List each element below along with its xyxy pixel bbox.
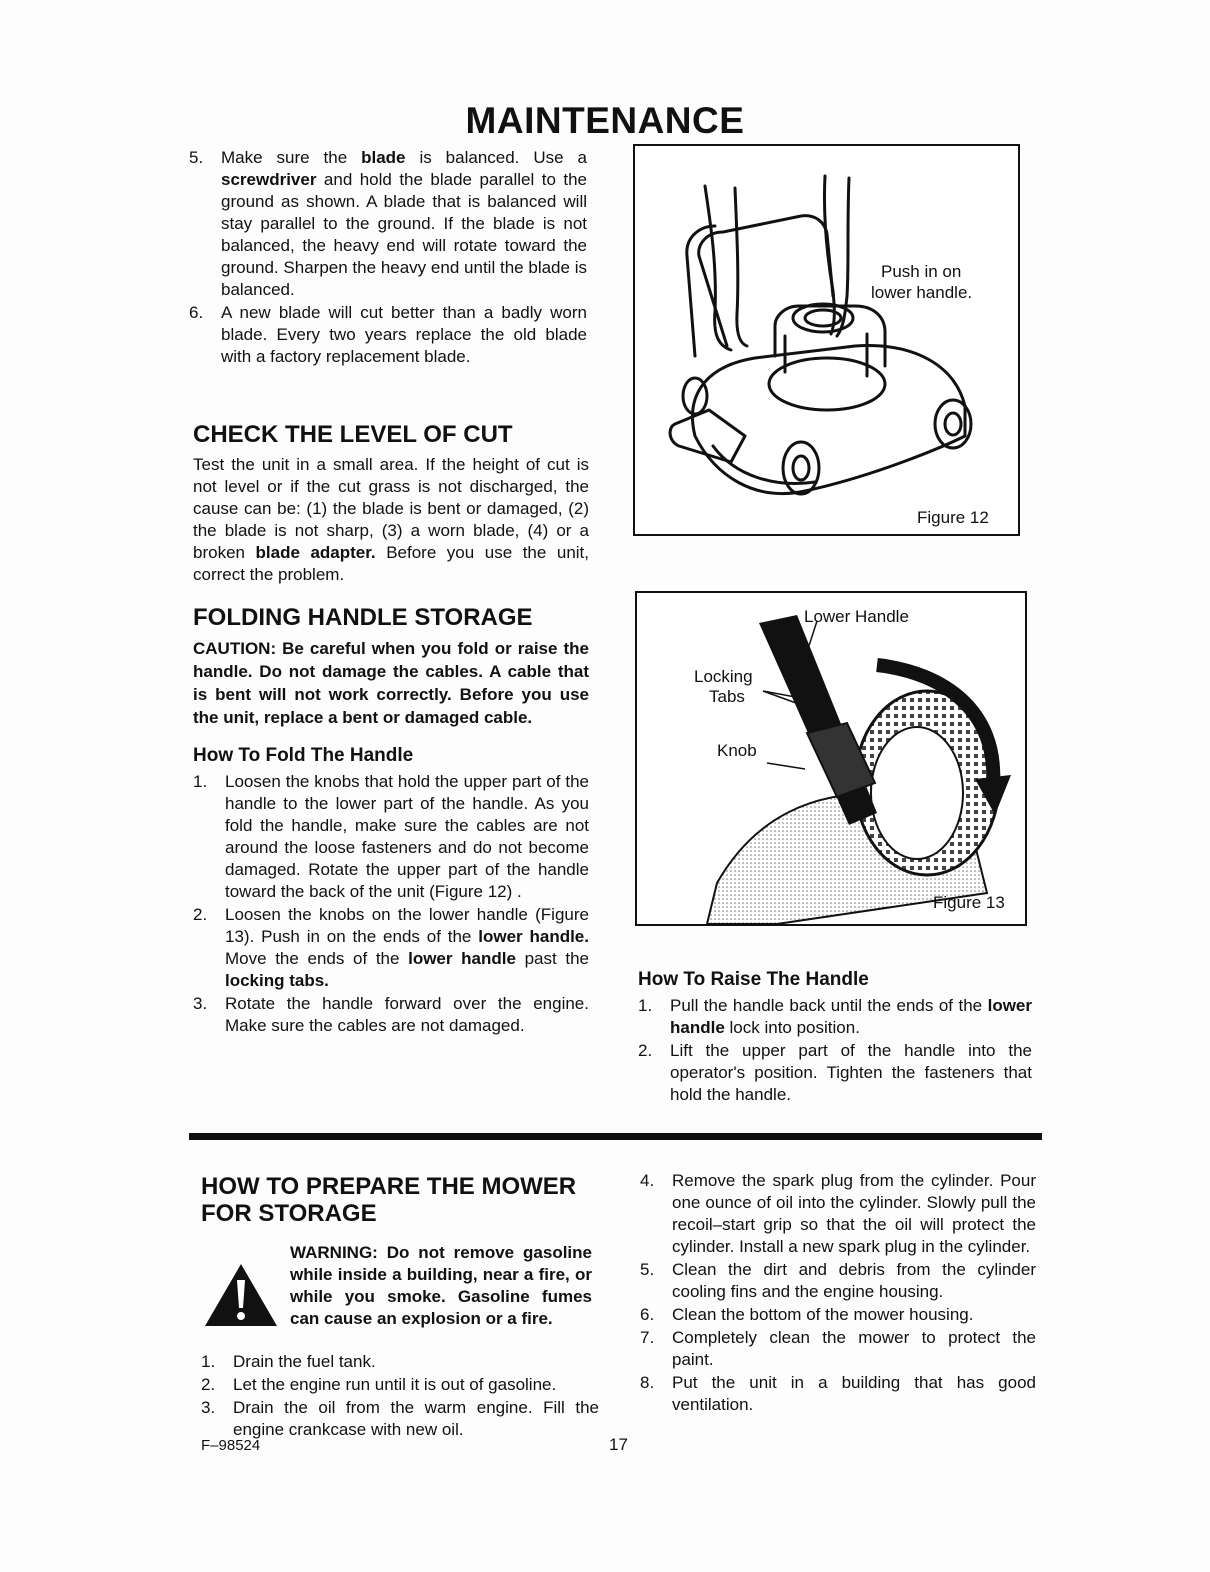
text-run: A new blade will cut better than a badly worn blade. Every two years replace the old blade with a factory replacement blade. — [221, 303, 587, 366]
push-label-line2: lower handle. — [871, 283, 973, 302]
text-run: Lift the upper part of the handle into the operator's position. Tighten the fasteners that hold the handle. — [670, 1041, 1032, 1104]
text-run: Remove the spark plug from the cylinder. Pour one ounce of oil into the cylinder. Slowly pull the recoil–start grip so that the oil will protect the cylinder. Install a new spark plug in the cylinder. — [672, 1171, 1036, 1256]
figure-13-caption: Figure 13 — [933, 893, 1005, 912]
item-text — [225, 994, 589, 1035]
item-text — [672, 1373, 1036, 1414]
text-run: Drain the oil from the warm engine. Fill the engine crankcase with new oil. — [233, 1398, 599, 1439]
item-text — [672, 1328, 1036, 1369]
storage-steps-right-list — [640, 1170, 1036, 1416]
item-text — [670, 996, 1032, 1037]
figure-13 — [635, 591, 1027, 926]
item-number: 2. — [638, 1041, 653, 1060]
item-text — [233, 1352, 376, 1371]
level-cut-text — [193, 454, 589, 586]
warning-text: WARNING: Do not remove gasoline while inside a building, near a fire, or while you smoke. Gasoline fumes can cause an explosion or a fire. — [290, 1243, 592, 1328]
fold-heading: How To Fold The Handle — [193, 745, 414, 766]
locking-label-line1: Locking — [694, 667, 753, 686]
list-item — [201, 1374, 599, 1396]
item-number: 8. — [640, 1373, 655, 1392]
warning-triangle-icon — [203, 1262, 279, 1328]
storage-section — [201, 1173, 599, 1227]
text-run: and hold the blade parallel to the ground as shown. A blade that is balanced will stay parallel to the ground. If the blade is not balanced, the heavy end will rotate toward the ground. Sharpen the heavy end until the blade is balanced. — [221, 170, 587, 299]
list-item — [193, 993, 589, 1037]
item-number: 4. — [640, 1171, 655, 1190]
level-cut-heading: CHECK THE LEVEL OF CUT — [193, 421, 513, 448]
item-number: 7. — [640, 1328, 655, 1347]
list-item — [640, 1372, 1036, 1416]
list-item — [638, 995, 1032, 1039]
item-number: 1. — [193, 772, 208, 791]
page-number: 17 — [609, 1435, 628, 1454]
text-run: Completely clean the mower to protect the paint. — [672, 1328, 1036, 1369]
mower-illustration — [635, 146, 1018, 534]
bold-term: screwdriver — [221, 170, 317, 189]
push-label-line1: Push in on — [881, 262, 962, 281]
list-item — [640, 1170, 1036, 1258]
bold-term: lower handle — [408, 949, 516, 968]
folding-heading: FOLDING HANDLE STORAGE — [193, 604, 533, 631]
text-run: Loosen the knobs that hold the upper part of the handle to the lower part of the handle. As you fold the handle, make sure the cables are not around the loose fasteners and do not become damaged. Rotate the upper part of the handle toward the back of the unit (Figure 12) . — [225, 772, 589, 901]
locking-label-line2: Tabs — [709, 687, 745, 706]
item-text — [221, 148, 587, 299]
list-item — [193, 904, 589, 992]
item-number: 5. — [640, 1260, 655, 1279]
list-item — [640, 1259, 1036, 1303]
caution-text: CAUTION: Be careful when you fold or raise the handle. Do not damage the cables. A cable that is bent will not work correctly. Before you use the unit, replace a bent or damaged cable. — [193, 639, 589, 727]
item-text — [225, 905, 589, 990]
figure-12-caption: Figure 12 — [917, 508, 989, 527]
item-text — [225, 772, 589, 901]
lower-handle-label: Lower Handle — [804, 607, 909, 626]
list-item — [193, 771, 589, 903]
section-divider — [189, 1133, 1042, 1140]
item-number: 6. — [640, 1305, 655, 1324]
bold-term: lower handle — [670, 996, 1032, 1037]
item-text — [233, 1375, 556, 1394]
text-run: lock into position. — [724, 1018, 860, 1037]
raise-heading: How To Raise The Handle — [638, 969, 869, 990]
list-item — [189, 147, 587, 301]
raise-steps-list — [638, 995, 1032, 1106]
bold-term: blade adapter. — [255, 543, 376, 562]
list-item — [638, 1040, 1032, 1106]
list-item — [201, 1351, 599, 1373]
text-run: Clean the bottom of the mower housing. — [672, 1305, 974, 1324]
list-item — [189, 302, 587, 368]
list-item — [201, 1397, 599, 1441]
item-number: 2. — [193, 905, 208, 924]
text-run: Clean the dirt and debris from the cylinder cooling fins and the engine housing. — [672, 1260, 1036, 1301]
text-run: Drain the fuel tank. — [233, 1352, 376, 1371]
text-run: Let the engine run until it is out of gasoline. — [233, 1375, 557, 1394]
document-code: F–98524 — [201, 1437, 261, 1454]
raise-section — [638, 969, 1032, 1106]
text-run: Rotate the handle forward over the engine. Make sure the cables are not damaged. — [225, 994, 589, 1035]
text-run: Before you use the unit, correct the problem. — [193, 543, 589, 584]
item-number: 1. — [201, 1352, 216, 1371]
text-run: Move the ends of the — [225, 949, 409, 968]
item-text — [672, 1260, 1036, 1301]
text-run: Test the unit in a small area. If the height of cut is not level or if the cut grass is not discharged, the cause can be: (1) the blade is bent or damaged, (2) the blade is not sharp, (3) a worn blade, (4) or a broken — [193, 455, 589, 562]
text-run: Loosen the knobs on the lower handle (Figure 13). Push in on the ends of the — [225, 905, 589, 946]
storage-steps-right — [640, 1170, 1036, 1416]
text-run: Make sure the — [221, 148, 362, 167]
item-text — [672, 1305, 973, 1324]
item-text — [672, 1171, 1036, 1256]
item-number: 1. — [638, 996, 653, 1015]
folding-section — [193, 604, 589, 1037]
text-run: past the — [515, 949, 589, 968]
fold-steps-list — [193, 771, 589, 1037]
bold-term: lower handle. — [478, 927, 589, 946]
figure-12 — [633, 144, 1020, 536]
handle-fold-illustration — [637, 593, 1025, 924]
item-number: 2. — [201, 1375, 216, 1394]
storage-steps-left-list — [201, 1351, 599, 1441]
text-run: Put the unit in a building that has good ventilation. — [672, 1373, 1036, 1414]
blade-steps-list — [189, 147, 587, 368]
storage-steps-left — [201, 1351, 599, 1441]
item-number: 6. — [189, 303, 204, 322]
text-run: Pull the handle back until the ends of the — [670, 996, 988, 1015]
knob-label: Knob — [717, 741, 757, 760]
item-number: 3. — [193, 994, 208, 1013]
level-cut-section — [193, 421, 589, 586]
item-text — [233, 1398, 599, 1439]
item-number: 3. — [201, 1398, 216, 1417]
bold-term: locking tabs. — [225, 971, 329, 990]
bold-term: blade — [361, 148, 406, 167]
item-number: 5. — [189, 148, 204, 167]
storage-heading-line1: HOW TO PREPARE THE MOWER — [201, 1173, 577, 1200]
text-run: is balanced. Use a — [405, 148, 587, 167]
item-text — [221, 303, 587, 366]
storage-heading-line2: FOR STORAGE — [201, 1200, 377, 1227]
page-title: MAINTENANCE — [465, 100, 745, 141]
list-item — [640, 1327, 1036, 1371]
list-item — [640, 1304, 1036, 1326]
blade-steps-block — [189, 147, 587, 368]
item-text — [670, 1041, 1032, 1104]
